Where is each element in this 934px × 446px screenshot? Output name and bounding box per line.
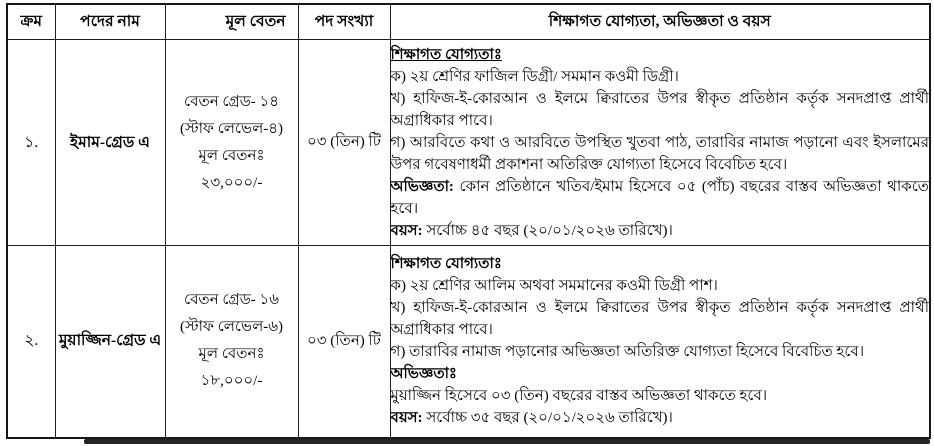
- table-header-row: [7, 4, 930, 40]
- requirement-c: গ) আরবিতে কথা ও আরবিতে উপস্থিত খুতবা পাঠ, তারাবির নামাজ পড়ানো এবং ইসলামের উপর গবেষণাধর্মী প্রকাশনা অতিরিক্ত যোগ্যতা হিসেবে বিবেচিত হবে।: [390, 134, 929, 173]
- post-name: মুয়াজ্জিন-গ্রেড এ: [55, 246, 165, 438]
- post-name: ইমাম-গ্রেড এ: [55, 40, 165, 246]
- basic-salary-label: মূল বেতনঃ: [198, 346, 265, 363]
- experience-line: মুয়াজ্জিন হিসেবে ০৩ (তিন) বছরের বাস্তব অভিজ্ঞতা থাকতে হবে।: [390, 388, 768, 405]
- staff-level-line: (স্টাফ লেভেল-৬): [179, 319, 284, 336]
- requirement-b: খ) হাফিজ-ই-কোরআন ও ইলমে ক্বিরাতের উপর স্বীকৃত প্রতিষ্ঠান কর্তৃক সনদপ্রাপ্ত প্রার্থী অগ্রাধিকার পাবে।: [390, 90, 929, 129]
- serial-number: ২.: [7, 246, 55, 438]
- basic-salary-amount: ১৮,০০০/-: [200, 373, 263, 390]
- salary-grade-line: বেতন গ্রেড- ১৪: [184, 93, 279, 110]
- serial-number: ১.: [7, 40, 55, 246]
- post-count: ০৩ (তিন) টি: [298, 246, 390, 438]
- salary-info: [165, 246, 298, 438]
- post-count: ০৩ (তিন) টি: [298, 40, 390, 246]
- header-qualifications: শিক্ষাগত যোগ্যতা, অভিজ্ঞতা ও বয়স: [390, 4, 930, 40]
- requirement-a: ক) ২য় শ্রেণির ফাজিল ডিগ্রী/ সমমান কওমী ডিগ্রী।: [390, 68, 679, 85]
- experience-heading: অভিজ্ঞতাঃ: [390, 366, 457, 383]
- table-row-imam: [7, 40, 930, 246]
- education-heading: শিক্ষাগত যোগ্যতাঃ: [390, 46, 502, 63]
- qualification-details: [390, 246, 930, 438]
- header-post-count: পদ সংখ্যা: [298, 4, 390, 40]
- staff-level-line: (স্টাফ লেভেল-৪): [179, 120, 284, 137]
- scan-artifact-line: [84, 439, 930, 444]
- basic-salary-label: মূল বেতনঃ: [198, 147, 265, 164]
- header-serial: ক্রম: [7, 4, 55, 40]
- job-vacancy-table: [6, 3, 931, 439]
- education-heading: শিক্ষাগত যোগ্যতাঃ: [390, 256, 502, 273]
- experience-line: অভিজ্ঞতা: কোন প্রতিষ্ঠানে খতিব/ইমাম হিসেবে ০৫ (পাঁচ) বছরের বাস্তব অভিজ্ঞতা থাকতে হবে।: [390, 178, 929, 217]
- header-post-name: পদের নাম: [55, 4, 165, 40]
- requirement-c: গ) তারাবির নামাজ পড়ানোর অভিজ্ঞতা অতিরিক্ত যোগ্যতা হিসেবে বিবেচিত হবে।: [390, 344, 865, 361]
- qualification-details: [390, 40, 930, 246]
- requirement-b: খ) হাফিজ-ই-কোরআন ও ইলমে ক্বিরাতের উপর স্বীকৃত প্রতিষ্ঠান কর্তৃক সনদপ্রাপ্ত প্রার্থী অগ্রাধিকার পাবে।: [390, 300, 929, 339]
- basic-salary-amount: ২৩,০০০/-: [200, 174, 263, 191]
- salary-grade-line: বেতন গ্রেড- ১৬: [184, 292, 279, 309]
- age-line: বয়স: সর্বোচ্চ ৩৫ বছর (২০/০১/২০২৬ তারিখে)।: [390, 410, 673, 427]
- header-basic-salary: মূল বেতন: [165, 4, 298, 40]
- age-line: বয়স: সর্বোচ্চ ৪৫ বছর (২০/০১/২০২৬ তারিখে)।: [390, 222, 673, 239]
- requirement-a: ক) ২য় শ্রেণির আলিম অথবা সমমানের কওমী ডিগ্রী পাশ।: [390, 278, 718, 295]
- table-row-muazzin: [7, 246, 930, 438]
- salary-info: [165, 40, 298, 246]
